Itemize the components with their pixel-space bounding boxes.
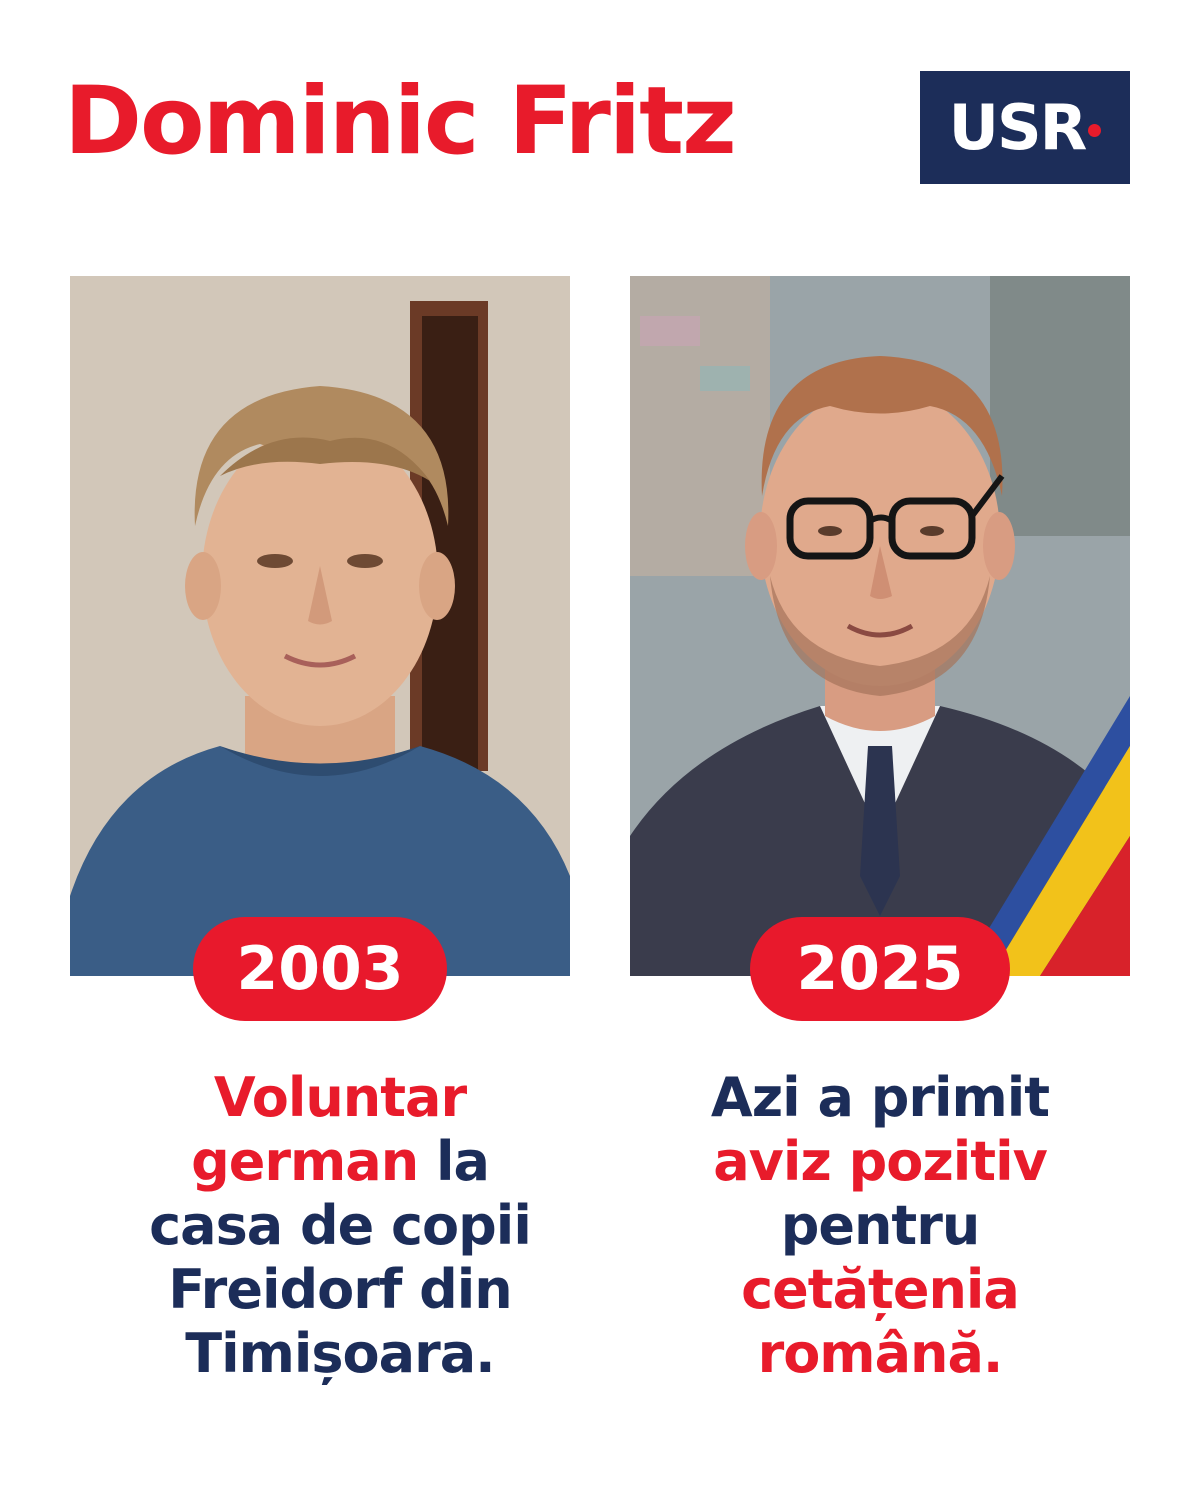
caption-line xyxy=(580,1130,1180,1194)
caption-text: casa de copii xyxy=(149,1194,531,1257)
caption-2025 xyxy=(580,1066,1180,1386)
caption-line xyxy=(580,1194,1180,1258)
caption-2003 xyxy=(40,1066,640,1386)
photo-2025 xyxy=(630,276,1130,976)
caption-highlight: german xyxy=(191,1130,419,1193)
caption-highlight: cetățenia xyxy=(741,1258,1019,1321)
year-badge-2025: 2025 xyxy=(750,917,1010,1021)
caption-line xyxy=(40,1322,640,1386)
caption-line xyxy=(580,1322,1180,1386)
caption-text: Freidorf din xyxy=(168,1258,512,1321)
caption-text: Timișoara. xyxy=(185,1322,495,1385)
logo-dot-icon xyxy=(1088,124,1101,137)
caption-line xyxy=(580,1258,1180,1322)
caption-text: la xyxy=(418,1130,489,1193)
page-title: Dominic Fritz xyxy=(64,67,735,176)
caption-highlight: Voluntar xyxy=(213,1066,467,1129)
caption-line xyxy=(40,1066,640,1130)
caption-line xyxy=(580,1066,1180,1130)
caption-text: Azi a primit xyxy=(710,1066,1050,1129)
caption-highlight: aviz pozitiv xyxy=(713,1130,1047,1193)
caption-line xyxy=(40,1130,640,1194)
caption-highlight: română. xyxy=(757,1322,1003,1385)
caption-text: pentru xyxy=(780,1194,980,1257)
usr-logo xyxy=(920,71,1130,184)
caption-line xyxy=(40,1258,640,1322)
year-badge-2003: 2003 xyxy=(193,917,447,1021)
caption-line xyxy=(40,1194,640,1258)
photo-2003 xyxy=(70,276,570,976)
logo-text: USR xyxy=(948,91,1086,164)
